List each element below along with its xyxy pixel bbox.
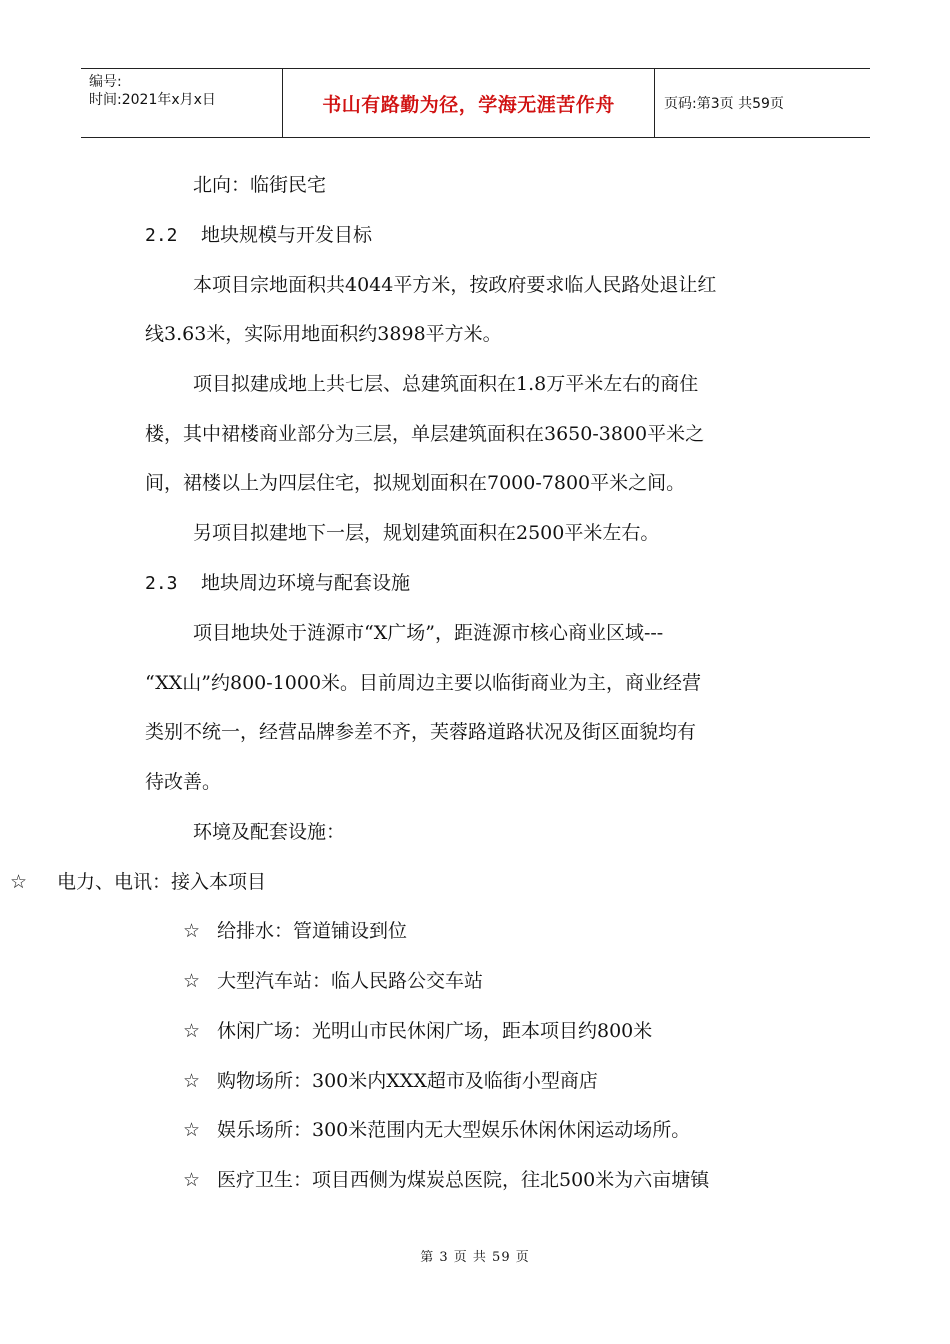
paragraph-line: “XX山”约800-1000米。目前周边主要以临街商业为主，商业经营 (145, 672, 702, 694)
facility-item-text: 大型汽车站：临人民路公交车站 (217, 970, 484, 992)
page-footer: 第 3 页 共 59 页 (420, 1250, 530, 1265)
facility-item (183, 919, 407, 943)
section-heading-2-2 (145, 223, 372, 248)
paragraph-line: 类别不统一，经营品牌参差不齐，芙蓉路道路状况及街区面貌均有 (145, 721, 697, 743)
paragraph-line: 间，裙楼以上为四层住宅，拟规划面积在7000-7800平米之间。 (145, 472, 686, 494)
star-icon: ☆ (183, 1119, 201, 1141)
facility-item (183, 1168, 709, 1192)
header-time-label: 时间:2021年x月x日 (89, 92, 216, 108)
section-number: 2.3 (145, 573, 178, 594)
paragraph-line: 另项目拟建地下一层，规划建筑面积在2500平米左右。 (193, 522, 660, 544)
star-icon: ☆ (183, 1020, 201, 1042)
star-icon: ☆ (10, 871, 28, 893)
header-meta-cell (81, 69, 283, 137)
star-icon: ☆ (183, 1169, 201, 1191)
section-number: 2.2 (145, 225, 178, 246)
north-direction-line: 北向：临街民宅 (193, 174, 327, 196)
facility-item (10, 870, 266, 894)
paragraph-line: 本项目宗地面积共4044平方米，按政府要求临人民路处退让红 (193, 274, 717, 296)
star-icon: ☆ (183, 1070, 201, 1092)
facility-item-text: 医疗卫生：项目西侧为煤炭总医院，往北500米为六亩塘镇 (217, 1169, 710, 1191)
page-header (81, 68, 870, 138)
star-icon: ☆ (183, 920, 201, 942)
facility-item-text: 娱乐场所：300米范围内无大型娱乐休闲休闲运动场所。 (217, 1119, 691, 1141)
paragraph-line: 项目地块处于涟源市“X广场”，距涟源市核心商业区域--- (193, 622, 664, 644)
facility-item-text: 给排水：管道铺设到位 (217, 920, 408, 942)
environment-title: 环境及配套设施： (193, 821, 346, 843)
facility-item-text: 购物场所：300米内XXX超市及临街小型商店 (217, 1070, 598, 1092)
section-title: 地块规模与开发目标 (201, 224, 373, 246)
header-motto-cell (283, 69, 655, 137)
section-title: 地块周边环境与配套设施 (201, 572, 411, 594)
paragraph-line: 楼，其中裙楼商业部分为三层，单层建筑面积在3650-3800平米之 (145, 423, 705, 445)
header-page-cell (655, 69, 870, 137)
header-page-info: 页码:第3页 共59页 (664, 96, 784, 112)
facility-item (183, 1118, 690, 1142)
star-icon: ☆ (183, 970, 201, 992)
facility-item (183, 969, 483, 993)
header-motto: 书山有路勤为径，学海无涯苦作舟 (322, 93, 615, 116)
paragraph-line: 项目拟建成地上共七层、总建筑面积在1.8万平米左右的商住 (193, 373, 699, 395)
facility-item-text: 休闲广场：光明山市民休闲广场，距本项目约800米 (217, 1020, 653, 1042)
paragraph-line: 待改善。 (145, 771, 222, 793)
facility-item-text: 电力、电讯：接入本项目 (57, 871, 267, 893)
facility-item (183, 1069, 598, 1093)
paragraph-line: 线3.63米，实际用地面积约3898平方米。 (145, 323, 502, 345)
header-number-label: 编号: (89, 74, 122, 90)
section-heading-2-3 (145, 571, 410, 596)
facility-item (183, 1019, 652, 1043)
